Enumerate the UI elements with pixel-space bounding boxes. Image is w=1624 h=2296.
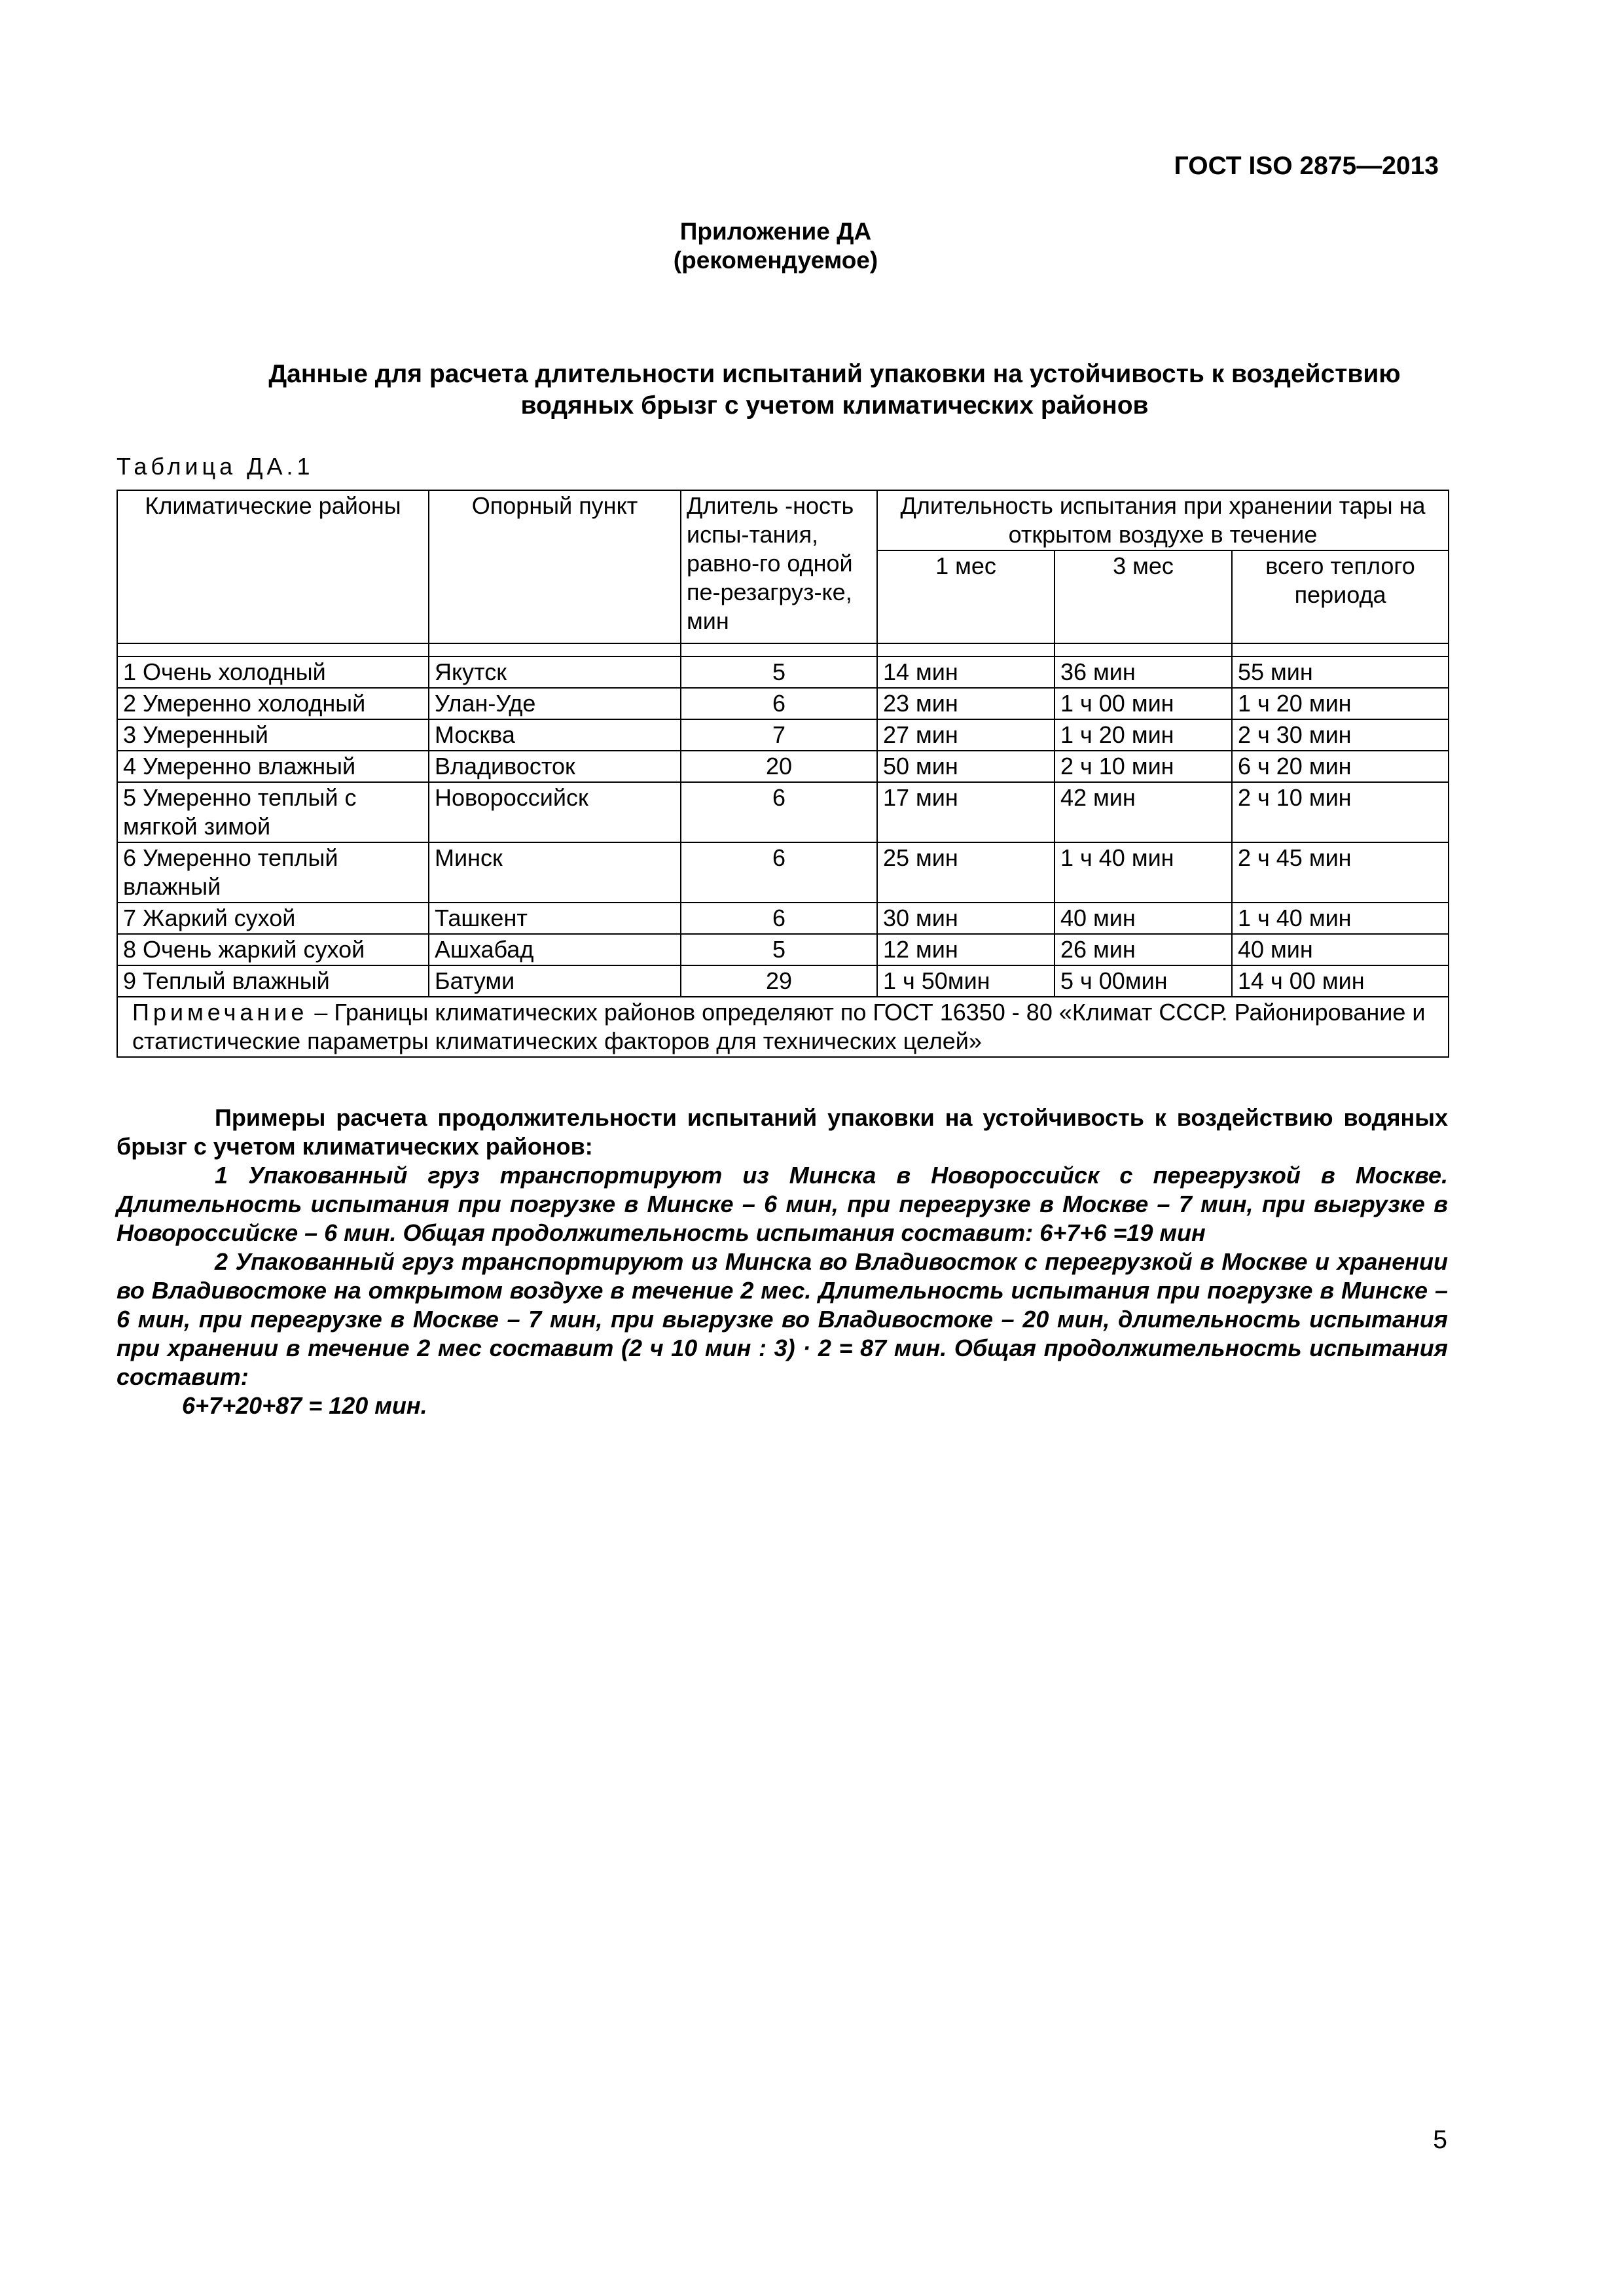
- cell-region: 8 Очень жаркий сухой: [117, 934, 429, 965]
- examples-heading: Примеры расчета продолжительности испытаний упаковки на устойчивость к воздействию водяных брызг с учетом климатических районов:: [117, 1104, 1448, 1160]
- header-1-month: 1 мес: [877, 550, 1055, 643]
- cell-point: Москва: [429, 719, 681, 751]
- cell-1-month: 27 мин: [877, 719, 1055, 751]
- cell-duration: 6: [681, 842, 877, 903]
- cell-point: Ашхабад: [429, 934, 681, 965]
- cell-warm-period: 2 ч 30 мин: [1232, 719, 1449, 751]
- cell-3-months: 1 ч 40 мин: [1055, 842, 1232, 903]
- header-warm-period: всего теплого периода: [1232, 550, 1449, 643]
- table-row: [117, 719, 1449, 751]
- table-body: [117, 656, 1449, 997]
- cell-duration: 7: [681, 719, 877, 751]
- cell-region: 7 Жаркий сухой: [117, 903, 429, 934]
- header-separator: [117, 643, 1449, 656]
- document-title: [115, 359, 1555, 422]
- cell-region: 4 Умеренно влажный: [117, 751, 429, 782]
- table-note-row: [117, 997, 1449, 1057]
- cell-3-months: 5 ч 00мин: [1055, 965, 1232, 997]
- standard-code: ГОСТ ISO 2875—2013: [1174, 152, 1439, 180]
- cell-point: Владивосток: [429, 751, 681, 782]
- appendix-status: (рекомендуемое): [673, 247, 878, 274]
- cell-duration: 5: [681, 934, 877, 965]
- cell-region: 3 Умеренный: [117, 719, 429, 751]
- cell-1-month: 14 мин: [877, 656, 1055, 688]
- cell-region: 6 Умеренно теплый влажный: [117, 842, 429, 903]
- examples-section: [117, 1103, 1448, 1420]
- cell-duration: 6: [681, 688, 877, 719]
- cell-1-month: 50 мин: [877, 751, 1055, 782]
- example-1: 1 Упакованный груз транспортируют из Минска в Новороссийск с перегрузкой в Москве. Длительность испытания при погрузке в Минске – 6 мин, при перегрузке в Москве – 7 мин, при выгрузке в Новороссийске – 6 мин. Общая продолжительность испытания составит: 6+7+6 =19 мин: [117, 1162, 1448, 1246]
- cell-region: 5 Умеренно теплый с мягкой зимой: [117, 782, 429, 842]
- cell-point: Батуми: [429, 965, 681, 997]
- header-region: Климатические районы: [117, 490, 429, 643]
- cell-duration: 20: [681, 751, 877, 782]
- appendix-title: Приложение ДА: [679, 218, 872, 245]
- cell-1-month: 17 мин: [877, 782, 1055, 842]
- header-3-months: 3 мес: [1055, 550, 1232, 643]
- cell-warm-period: 2 ч 45 мин: [1232, 842, 1449, 903]
- cell-1-month: 30 мин: [877, 903, 1055, 934]
- header-duration: Длитель -ность испы-тания, равно-го одной пе-резагруз-ке, мин: [681, 490, 877, 643]
- cell-3-months: 2 ч 10 мин: [1055, 751, 1232, 782]
- table-row: [117, 842, 1449, 903]
- cell-duration: 5: [681, 656, 877, 688]
- cell-3-months: 36 мин: [1055, 656, 1232, 688]
- cell-duration: 29: [681, 965, 877, 997]
- header-storage-group: Длительность испытания при хранении тары на открытом воздухе в течение: [877, 490, 1449, 550]
- header-point: Опорный пункт: [429, 490, 681, 643]
- cell-3-months: 40 мин: [1055, 903, 1232, 934]
- table-row: [117, 782, 1449, 842]
- table-row: [117, 934, 1449, 965]
- cell-warm-period: 55 мин: [1232, 656, 1449, 688]
- cell-point: Улан-Уде: [429, 688, 681, 719]
- climate-table: [117, 490, 1449, 1058]
- cell-1-month: 12 мин: [877, 934, 1055, 965]
- note-label: Примечание: [132, 999, 308, 1026]
- cell-warm-period: 1 ч 20 мин: [1232, 688, 1449, 719]
- table-label: Таблица ДА.1: [117, 453, 314, 480]
- cell-point: Минск: [429, 842, 681, 903]
- page-number: 5: [1433, 2126, 1447, 2154]
- cell-point: Якутск: [429, 656, 681, 688]
- table-header-row: [117, 490, 1449, 550]
- example-2: 2 Упакованный груз транспортируют из Минска во Владивосток с перегрузкой в Москве и хранении во Владивостоке на открытом воздухе в течение 2 мес. Длительность испытания при погрузке в Минске – 6 мин, при перегрузке в Москве – 7 мин, при выгрузке во Владивостоке – 20 мин, длительность испытания при хранении в течение 2 мес составит (2 ч 10 мин : 3) · 2 = 87 мин. Общая продолжительность испытания составит:: [117, 1248, 1448, 1390]
- title-line: Данные для расчета длительности испытаний упаковки на устойчивость к воздействию: [268, 360, 1401, 388]
- table-row: [117, 656, 1449, 688]
- note-text: – Границы климатических районов определяют по ГОСТ 16350 - 80 «Климат СССР. Районирование и статистические параметры климатических факторов для технических целей»: [132, 999, 1426, 1054]
- cell-warm-period: 6 ч 20 мин: [1232, 751, 1449, 782]
- cell-3-months: 1 ч 20 мин: [1055, 719, 1232, 751]
- cell-region: 2 Умеренно холодный: [117, 688, 429, 719]
- cell-1-month: 1 ч 50мин: [877, 965, 1055, 997]
- title-line: водяных брызг с учетом климатических районов: [520, 391, 1149, 420]
- example-2-result: 6+7+20+87 = 120 мин.: [182, 1392, 427, 1419]
- cell-point: Новороссийск: [429, 782, 681, 842]
- table-row: [117, 751, 1449, 782]
- cell-point: Ташкент: [429, 903, 681, 934]
- table-note: [117, 997, 1449, 1057]
- cell-1-month: 23 мин: [877, 688, 1055, 719]
- table-row: [117, 688, 1449, 719]
- cell-duration: 6: [681, 903, 877, 934]
- cell-warm-period: 1 ч 40 мин: [1232, 903, 1449, 934]
- cell-region: 1 Очень холодный: [117, 656, 429, 688]
- cell-3-months: 1 ч 00 мин: [1055, 688, 1232, 719]
- cell-warm-period: 14 ч 00 мин: [1232, 965, 1449, 997]
- cell-region: 9 Теплый влажный: [117, 965, 429, 997]
- appendix-heading: [0, 217, 1551, 275]
- cell-warm-period: 40 мин: [1232, 934, 1449, 965]
- table-row: [117, 965, 1449, 997]
- table-row: [117, 903, 1449, 934]
- cell-warm-period: 2 ч 10 мин: [1232, 782, 1449, 842]
- cell-1-month: 25 мин: [877, 842, 1055, 903]
- cell-duration: 6: [681, 782, 877, 842]
- cell-3-months: 26 мин: [1055, 934, 1232, 965]
- cell-3-months: 42 мин: [1055, 782, 1232, 842]
